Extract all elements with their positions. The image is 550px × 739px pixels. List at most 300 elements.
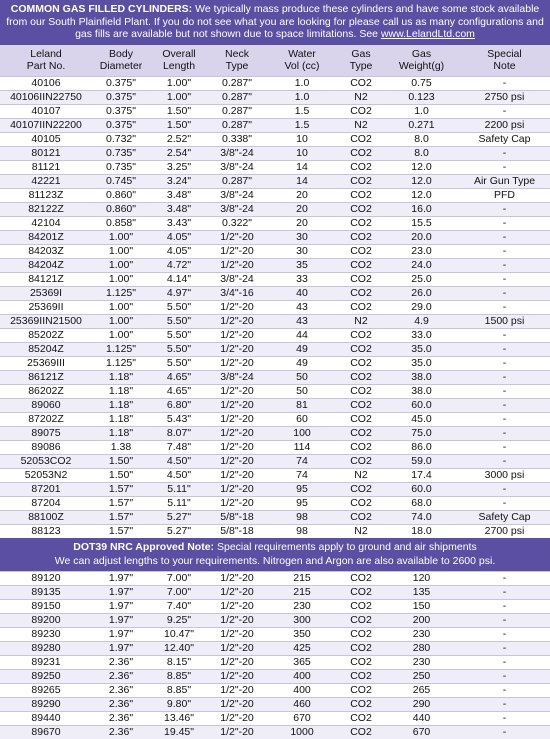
cell-water-vol: 49: [266, 356, 338, 370]
cell-water-vol: 14: [266, 174, 338, 188]
cell-neck-type: 1/2"-20: [208, 669, 266, 683]
cell-overall-length: 5.50": [150, 328, 208, 342]
cell-water-vol: 230: [266, 599, 338, 613]
cell-body-diameter: 1.00": [92, 258, 150, 272]
cell-body-diameter: 1.18": [92, 412, 150, 426]
cell-neck-type: 0.322": [208, 216, 266, 230]
cell-overall-length: 4.05": [150, 244, 208, 258]
cell-overall-length: 5.50": [150, 300, 208, 314]
cell-neck-type: 1/2"-20: [208, 356, 266, 370]
cell-body-diameter: 1.18": [92, 426, 150, 440]
cell-water-vol: 33: [266, 272, 338, 286]
cell-gas-weight: 265: [384, 683, 459, 697]
table-row: [0, 655, 550, 669]
table-row: [0, 90, 550, 104]
cell-special-note: 2700 psi: [459, 524, 550, 538]
cell-water-vol: 60: [266, 412, 338, 426]
table-row: [0, 585, 550, 599]
cell-neck-type: 1/2"-20: [208, 482, 266, 496]
cell-overall-length: 5.27": [150, 524, 208, 538]
cell-gas-type: CO2: [338, 216, 384, 230]
cell-gas-type: CO2: [338, 146, 384, 160]
cell-gas-type: CO2: [338, 356, 384, 370]
cell-water-vol: 30: [266, 244, 338, 258]
note-line2: We can adjust lengths to your requirements. Nitrogen and Argon are also available to 2600 psi.: [54, 554, 496, 567]
website-link[interactable]: www.LelandLtd.com: [380, 28, 475, 40]
cell-neck-type: 0.287": [208, 174, 266, 188]
cell-neck-type: 1/2"-20: [208, 230, 266, 244]
table-row: [0, 188, 550, 202]
cell-water-vol: 425: [266, 641, 338, 655]
banner-text: We typically mass produce these cylinders and have some stock available from our South Plainfield Plant. If you do not see what you are looking for please call us as many configurations and gas fills are available but not shown due to space limitations. See: [6, 3, 544, 40]
cell-gas-weight: 200: [384, 613, 459, 627]
table-row: [0, 118, 550, 132]
table-row: [0, 398, 550, 412]
table-row: [0, 356, 550, 370]
cell-neck-type: 0.338": [208, 132, 266, 146]
cell-overall-length: 1.50": [150, 118, 208, 132]
table-row: [0, 286, 550, 300]
cell-gas-type: CO2: [338, 585, 384, 599]
cell-gas-weight: 0.123: [384, 90, 459, 104]
cell-body-diameter: 1.00": [92, 300, 150, 314]
cell-gas-weight: 0.271: [384, 118, 459, 132]
cell-body-diameter: 0.375": [92, 118, 150, 132]
cell-gas-type: CO2: [338, 412, 384, 426]
cell-gas-weight: 45.0: [384, 412, 459, 426]
dot39-note: [0, 538, 550, 571]
cell-neck-type: 1/2"-20: [208, 571, 266, 585]
cell-body-diameter: 1.50": [92, 454, 150, 468]
cell-overall-length: 2.54": [150, 146, 208, 160]
table-row: [0, 216, 550, 230]
cell-body-diameter: 2.36": [92, 697, 150, 711]
table-row: [0, 697, 550, 711]
cell-part-no: 85202Z: [0, 328, 92, 342]
cell-part-no: 89060: [0, 398, 92, 412]
cell-water-vol: 81: [266, 398, 338, 412]
cell-gas-weight: 8.0: [384, 146, 459, 160]
cell-overall-length: 4.65": [150, 370, 208, 384]
cell-part-no: 89230: [0, 627, 92, 641]
cell-water-vol: 114: [266, 440, 338, 454]
cell-neck-type: 0.287": [208, 104, 266, 118]
cell-water-vol: 14: [266, 160, 338, 174]
col-header-water-vol: Water Vol (cc): [266, 45, 338, 77]
cell-water-vol: 49: [266, 342, 338, 356]
cell-gas-weight: 17.4: [384, 468, 459, 482]
cell-body-diameter: 1.125": [92, 356, 150, 370]
cell-neck-type: 1/2"-20: [208, 627, 266, 641]
table-row: [0, 174, 550, 188]
table-row: [0, 454, 550, 468]
cell-part-no: 81123Z: [0, 188, 92, 202]
cell-body-diameter: 0.860": [92, 188, 150, 202]
col-header-overall-length: Overall Length: [150, 45, 208, 77]
cell-overall-length: 1.00": [150, 90, 208, 104]
cell-gas-type: CO2: [338, 342, 384, 356]
cell-body-diameter: 1.57": [92, 496, 150, 510]
cell-part-no: 88123: [0, 524, 92, 538]
cell-gas-weight: 250: [384, 669, 459, 683]
cell-special-note: -: [459, 669, 550, 683]
cell-special-note: -: [459, 384, 550, 398]
cell-gas-weight: 20.0: [384, 230, 459, 244]
cell-gas-type: CO2: [338, 286, 384, 300]
cell-body-diameter: 0.375": [92, 90, 150, 104]
cell-gas-type: CO2: [338, 244, 384, 258]
cell-part-no: 89670: [0, 725, 92, 739]
cell-gas-weight: 290: [384, 697, 459, 711]
cell-part-no: 40107IIN22200: [0, 118, 92, 132]
cell-body-diameter: 0.735": [92, 146, 150, 160]
cell-special-note: -: [459, 641, 550, 655]
note-text: Special requirements apply to ground and air shipments: [216, 540, 477, 553]
cell-part-no: 89250: [0, 669, 92, 683]
cell-special-note: -: [459, 146, 550, 160]
cell-special-note: 1500 psi: [459, 314, 550, 328]
cell-body-diameter: 0.745": [92, 174, 150, 188]
note-heading: DOT39 NRC Approved Note:: [73, 540, 215, 553]
cell-neck-type: 1/2"-20: [208, 697, 266, 711]
table-row: [0, 104, 550, 118]
cell-part-no: 40106: [0, 76, 92, 90]
cell-special-note: -: [459, 202, 550, 216]
cell-water-vol: 20: [266, 188, 338, 202]
cell-part-no: 87201: [0, 482, 92, 496]
cell-special-note: -: [459, 725, 550, 739]
cell-part-no: 86202Z: [0, 384, 92, 398]
table-body-top: [0, 76, 550, 538]
cell-water-vol: 365: [266, 655, 338, 669]
cell-neck-type: 1/2"-20: [208, 641, 266, 655]
cell-gas-type: CO2: [338, 398, 384, 412]
cell-part-no: 87202Z: [0, 412, 92, 426]
cell-gas-type: N2: [338, 90, 384, 104]
cell-body-diameter: 2.36": [92, 655, 150, 669]
cell-water-vol: 670: [266, 711, 338, 725]
cylinder-table-top: [0, 45, 550, 538]
cell-overall-length: 1.00": [150, 76, 208, 90]
cell-special-note: -: [459, 160, 550, 174]
cell-gas-weight: 25.0: [384, 272, 459, 286]
cell-body-diameter: 1.97": [92, 599, 150, 613]
cell-overall-length: 12.40": [150, 641, 208, 655]
col-header-body-diameter: Body Diameter: [92, 45, 150, 77]
cell-body-diameter: 1.18": [92, 398, 150, 412]
cell-gas-type: N2: [338, 468, 384, 482]
cell-special-note: -: [459, 496, 550, 510]
cell-water-vol: 20: [266, 202, 338, 216]
cell-overall-length: 2.52": [150, 132, 208, 146]
cell-neck-type: 1/2"-20: [208, 328, 266, 342]
cell-overall-length: 5.43": [150, 412, 208, 426]
cell-neck-type: 1/2"-20: [208, 440, 266, 454]
cell-water-vol: 460: [266, 697, 338, 711]
cell-neck-type: 1/2"-20: [208, 599, 266, 613]
cell-part-no: 82122Z: [0, 202, 92, 216]
cell-body-diameter: 1.125": [92, 342, 150, 356]
cell-overall-length: 4.50": [150, 454, 208, 468]
cell-body-diameter: 1.57": [92, 482, 150, 496]
table-row: [0, 328, 550, 342]
cell-neck-type: 3/8"-24: [208, 272, 266, 286]
cell-gas-weight: 1.0: [384, 104, 459, 118]
table-header-row: [0, 45, 550, 77]
table-row: [0, 132, 550, 146]
table-row: [0, 160, 550, 174]
cell-water-vol: 98: [266, 524, 338, 538]
cell-part-no: 42104: [0, 216, 92, 230]
cell-overall-length: 10.47": [150, 627, 208, 641]
cell-gas-weight: 230: [384, 627, 459, 641]
cell-neck-type: 1/2"-20: [208, 655, 266, 669]
cell-special-note: -: [459, 599, 550, 613]
cell-gas-type: CO2: [338, 76, 384, 90]
cell-overall-length: 5.11": [150, 496, 208, 510]
cell-body-diameter: 2.36": [92, 669, 150, 683]
cell-neck-type: 1/2"-20: [208, 426, 266, 440]
table-row: [0, 342, 550, 356]
cell-gas-type: CO2: [338, 510, 384, 524]
cell-water-vol: 74: [266, 454, 338, 468]
table-row: [0, 314, 550, 328]
col-header-special-note: Special Note: [459, 45, 550, 77]
table-row: [0, 641, 550, 655]
table-row: [0, 627, 550, 641]
cell-neck-type: 3/4"-16: [208, 286, 266, 300]
cell-gas-type: CO2: [338, 627, 384, 641]
cell-overall-length: 4.50": [150, 468, 208, 482]
cell-neck-type: 1/2"-20: [208, 412, 266, 426]
cell-gas-weight: 74.0: [384, 510, 459, 524]
cell-water-vol: 43: [266, 300, 338, 314]
cell-water-vol: 215: [266, 585, 338, 599]
cell-gas-weight: 33.0: [384, 328, 459, 342]
cell-special-note: -: [459, 76, 550, 90]
cell-special-note: -: [459, 342, 550, 356]
cell-overall-length: 4.05": [150, 230, 208, 244]
table-row: [0, 725, 550, 739]
cell-gas-weight: 135: [384, 585, 459, 599]
col-header-gas-type: Gas Type: [338, 45, 384, 77]
cell-overall-length: 3.48": [150, 188, 208, 202]
cell-neck-type: 3/8"-24: [208, 160, 266, 174]
cell-body-diameter: 2.36": [92, 683, 150, 697]
cell-body-diameter: 2.36": [92, 711, 150, 725]
cell-neck-type: 1/2"-20: [208, 613, 266, 627]
cell-water-vol: 300: [266, 613, 338, 627]
cell-gas-weight: 12.0: [384, 188, 459, 202]
cell-gas-type: CO2: [338, 613, 384, 627]
cell-gas-type: CO2: [338, 482, 384, 496]
cell-gas-weight: 35.0: [384, 356, 459, 370]
cell-special-note: -: [459, 412, 550, 426]
cell-overall-length: 4.72": [150, 258, 208, 272]
cell-part-no: 40106IIN22750: [0, 90, 92, 104]
cell-body-diameter: 1.125": [92, 286, 150, 300]
cell-water-vol: 30: [266, 230, 338, 244]
cell-body-diameter: 1.00": [92, 230, 150, 244]
cell-gas-weight: 8.0: [384, 132, 459, 146]
cell-gas-weight: 60.0: [384, 482, 459, 496]
cell-water-vol: 98: [266, 510, 338, 524]
cell-gas-type: CO2: [338, 725, 384, 739]
cell-gas-weight: 4.9: [384, 314, 459, 328]
cell-special-note: -: [459, 328, 550, 342]
table-row: [0, 412, 550, 426]
cell-part-no: 84121Z: [0, 272, 92, 286]
cell-overall-length: 5.50": [150, 342, 208, 356]
cell-neck-type: 5/8"-18: [208, 510, 266, 524]
cell-gas-type: CO2: [338, 683, 384, 697]
cell-body-diameter: 0.375": [92, 76, 150, 90]
cell-part-no: 80121: [0, 146, 92, 160]
cell-body-diameter: 0.858": [92, 216, 150, 230]
cell-water-vol: 400: [266, 683, 338, 697]
cell-special-note: PFD: [459, 188, 550, 202]
table-row: [0, 244, 550, 258]
cell-special-note: -: [459, 440, 550, 454]
cell-water-vol: 50: [266, 370, 338, 384]
cell-gas-type: CO2: [338, 370, 384, 384]
cell-gas-weight: 59.0: [384, 454, 459, 468]
table-row: [0, 258, 550, 272]
cell-overall-length: 1.50": [150, 104, 208, 118]
cell-water-vol: 1000: [266, 725, 338, 739]
cell-overall-length: 5.11": [150, 482, 208, 496]
cell-special-note: -: [459, 258, 550, 272]
cell-overall-length: 6.80": [150, 398, 208, 412]
cell-overall-length: 5.27": [150, 510, 208, 524]
cell-neck-type: 0.287": [208, 90, 266, 104]
cell-part-no: 89135: [0, 585, 92, 599]
cell-gas-type: CO2: [338, 328, 384, 342]
cell-special-note: -: [459, 300, 550, 314]
table-body-bottom: [0, 571, 550, 739]
cell-gas-weight: 12.0: [384, 174, 459, 188]
cell-overall-length: 4.97": [150, 286, 208, 300]
cell-part-no: 84204Z: [0, 258, 92, 272]
cell-neck-type: 0.287": [208, 76, 266, 90]
cell-special-note: -: [459, 398, 550, 412]
cell-overall-length: 4.14": [150, 272, 208, 286]
cell-neck-type: 1/2"-20: [208, 711, 266, 725]
cell-water-vol: 1.5: [266, 104, 338, 118]
cell-water-vol: 20: [266, 216, 338, 230]
cell-neck-type: 3/8"-24: [208, 146, 266, 160]
cell-body-diameter: 1.50": [92, 468, 150, 482]
cell-part-no: 89086: [0, 440, 92, 454]
cell-gas-type: CO2: [338, 571, 384, 585]
cell-gas-type: N2: [338, 118, 384, 132]
table-row: [0, 613, 550, 627]
cell-special-note: -: [459, 697, 550, 711]
cell-gas-type: CO2: [338, 160, 384, 174]
cell-part-no: 25369IIN21500: [0, 314, 92, 328]
cell-water-vol: 350: [266, 627, 338, 641]
table-row: [0, 669, 550, 683]
cell-overall-length: 5.50": [150, 314, 208, 328]
table-row: [0, 468, 550, 482]
cell-gas-weight: 60.0: [384, 398, 459, 412]
cell-water-vol: 215: [266, 571, 338, 585]
cell-overall-length: 7.00": [150, 585, 208, 599]
cell-neck-type: 0.287": [208, 118, 266, 132]
cell-gas-type: CO2: [338, 454, 384, 468]
cell-body-diameter: 1.00": [92, 244, 150, 258]
cell-part-no: 85204Z: [0, 342, 92, 356]
cell-part-no: 25369II: [0, 300, 92, 314]
cell-special-note: -: [459, 244, 550, 258]
cell-gas-weight: 26.0: [384, 286, 459, 300]
cell-gas-weight: 86.0: [384, 440, 459, 454]
cell-gas-weight: 18.0: [384, 524, 459, 538]
cell-water-vol: 95: [266, 496, 338, 510]
cell-part-no: 87204: [0, 496, 92, 510]
cell-special-note: 3000 psi: [459, 468, 550, 482]
cell-gas-type: CO2: [338, 174, 384, 188]
cell-gas-weight: 150: [384, 599, 459, 613]
cell-gas-type: CO2: [338, 202, 384, 216]
cell-neck-type: 1/2"-20: [208, 725, 266, 739]
cell-special-note: -: [459, 454, 550, 468]
cell-special-note: Air Gun Type: [459, 174, 550, 188]
cell-special-note: -: [459, 613, 550, 627]
cell-part-no: 89290: [0, 697, 92, 711]
col-header-gas-weight: Gas Weight(g): [384, 45, 459, 77]
cell-gas-type: CO2: [338, 272, 384, 286]
cell-body-diameter: 0.375": [92, 104, 150, 118]
cell-neck-type: 1/2"-20: [208, 585, 266, 599]
table-row: [0, 272, 550, 286]
cell-special-note: -: [459, 482, 550, 496]
cell-gas-type: N2: [338, 314, 384, 328]
cell-body-diameter: 1.00": [92, 328, 150, 342]
cell-neck-type: 3/8"-24: [208, 370, 266, 384]
cell-water-vol: 1.0: [266, 90, 338, 104]
cell-neck-type: 3/8"-24: [208, 188, 266, 202]
cell-part-no: 89150: [0, 599, 92, 613]
cell-gas-weight: 15.5: [384, 216, 459, 230]
cell-part-no: 88100Z: [0, 510, 92, 524]
cell-body-diameter: 1.97": [92, 641, 150, 655]
cell-neck-type: 1/2"-20: [208, 258, 266, 272]
cell-gas-type: N2: [338, 524, 384, 538]
cell-overall-length: 5.50": [150, 356, 208, 370]
cell-water-vol: 1.5: [266, 118, 338, 132]
cell-overall-length: 9.80": [150, 697, 208, 711]
cell-gas-weight: 24.0: [384, 258, 459, 272]
cell-neck-type: 1/2"-20: [208, 314, 266, 328]
cell-water-vol: 43: [266, 314, 338, 328]
cylinder-table-bottom: [0, 571, 550, 739]
cell-gas-type: CO2: [338, 230, 384, 244]
cell-neck-type: 1/2"-20: [208, 468, 266, 482]
table-row: [0, 76, 550, 90]
cell-neck-type: 3/8"-24: [208, 202, 266, 216]
cell-part-no: 40107: [0, 104, 92, 118]
cell-gas-type: CO2: [338, 104, 384, 118]
cell-overall-length: 19.45": [150, 725, 208, 739]
table-row: [0, 370, 550, 384]
cell-part-no: 89120: [0, 571, 92, 585]
cell-water-vol: 50: [266, 384, 338, 398]
cell-gas-weight: 670: [384, 725, 459, 739]
cell-body-diameter: 1.97": [92, 585, 150, 599]
cell-gas-weight: 29.0: [384, 300, 459, 314]
cell-part-no: 42221: [0, 174, 92, 188]
